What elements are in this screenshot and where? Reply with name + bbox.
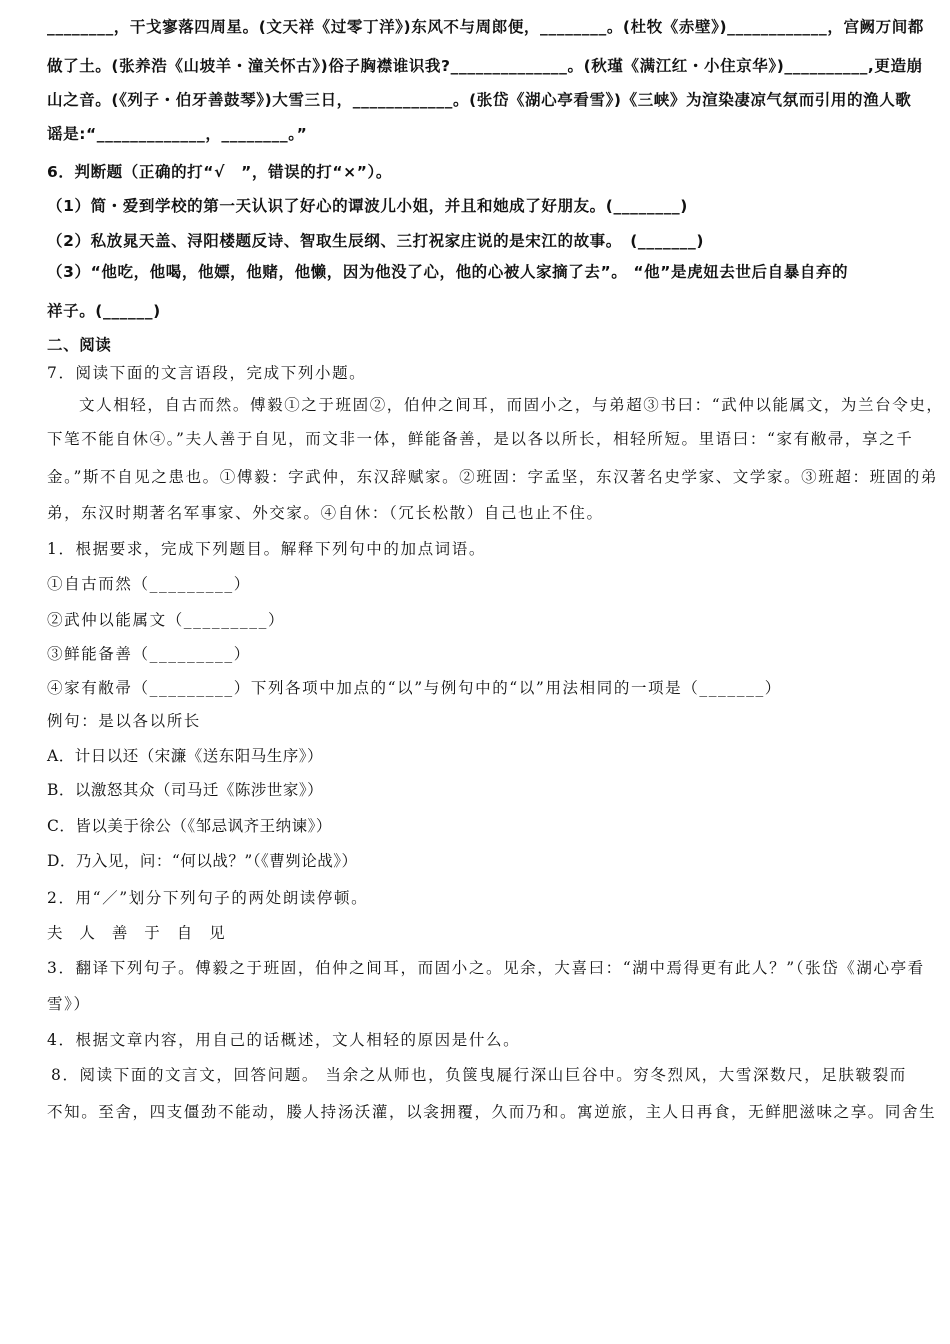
example-sentence: 例句：是以各以所长 <box>47 712 201 730</box>
explain-item-1: ①自古而然（_________） <box>47 575 251 593</box>
question-7-title: 7．阅读下面的文言语段，完成下列小题。 <box>47 364 367 382</box>
judge-item-2: （2）私放晁天盖、浔阳楼题反诗、智取生辰纲、三打祝家庄说的是宋江的故事。 (_______) <box>47 232 705 250</box>
explain-item-4: ④家有敝帚（_________）下列各项中加点的“以”与例句中的“以”用法相同的一项是（_______） <box>47 679 782 697</box>
option-c: C．皆以美于徐公（《邹忌讽齐王纳谏》） <box>47 817 332 835</box>
explain-item-2: ②武仲以能属文（_________） <box>47 611 286 629</box>
option-a: A．计日以还（宋濂《送东阳马生序》） <box>47 747 323 765</box>
option-b: B．以激怒其众（司马迁《陈涉世家》） <box>47 781 324 799</box>
subquestion-4: 4．根据文章内容，用自己的话概述，文人相轻的原因是什么。 <box>47 1031 521 1049</box>
question-8-line-1: 8．阅读下面的文言文，回答问题。 当余之从师也，负箧曳屣行深山巨谷中。穷冬烈风，大雪深数尺，足肤皲裂而 <box>51 1066 907 1084</box>
poem-fill-line-4: 谣是:“_____________，________。” <box>47 125 308 143</box>
section-reading-heading: 二、阅读 <box>47 336 112 354</box>
question-6-title: 6．判断题（正确的打“√ ”，错误的打“×”）。 <box>47 163 393 181</box>
poem-fill-line-2: 做了土。(张养浩《山坡羊・潼关怀古》)俗子胸襟谁识我?______________。(秋瑾《满江红・小住京华》)__________,更造崩 <box>47 57 923 75</box>
subquestion-3-cont: 雪》） <box>47 995 91 1013</box>
poem-fill-line-3: 山之音。(《列子・伯牙善鼓琴》)大雪三日，____________。(张岱《湖心亭看雪》)《三峡》为渲染凄凉气氛而引用的渔人歌 <box>47 91 912 109</box>
passage-line-2: 下笔不能自休④。”夫人善于自见，而文非一体，鲜能备善，是以各以所长，相轻所短。里语曰：“家有敝帚，享之千 <box>47 430 914 448</box>
pause-sentence: 夫 人 善 于 自 见 <box>47 924 231 942</box>
subquestion-2: 2．用“／”划分下列句子的两处朗读停顿。 <box>47 889 369 907</box>
passage-line-1: 文人相轻，自古而然。傅毅①之于班固②，伯仲之间耳，而固小之，与弟超③书曰：“武仲以能属文，为兰台令史， <box>79 396 944 414</box>
subquestion-3: 3．翻译下列句子。傅毅之于班固，伯仲之间耳，而固小之。见余，大喜曰：“湖中焉得更有此人？”（张岱《湖心亭看 <box>47 959 925 977</box>
judge-item-1: （1）简・爱到学校的第一天认识了好心的谭波儿小姐，并且和她成了好朋友。(________) <box>47 197 688 215</box>
option-d: D．乃入见，问：“何以战？”（《曹刿论战》） <box>47 852 358 870</box>
judge-item-3-cont: 祥子。(______) <box>47 302 161 320</box>
explain-item-3: ③鲜能备善（_________） <box>47 645 251 663</box>
passage-line-3: 金。”斯不自见之患也。①傅毅：字武仲，东汉辞赋家。②班固：字孟坚，东汉著名史学家、文学家。③班超：班固的弟 <box>47 468 938 486</box>
subquestion-1: 1．根据要求，完成下列题目。解释下列句中的加点词语。 <box>47 540 486 558</box>
question-8-line-2: 不知。至舍，四支僵劲不能动，媵人持汤沃灌，以衾拥覆，久而乃和。寓逆旅，主人日再食，无鲜肥滋味之享。同舍生 <box>47 1103 937 1121</box>
passage-line-4: 弟，东汉时期著名军事家、外交家。④自休：（冗长松散）自己也止不住。 <box>47 504 604 522</box>
poem-fill-line-1: ________，干戈寥落四周星。(文天祥《过零丁洋》)东风不与周郎便，________。(杜牧《赤壁》)____________，宫阙万间都 <box>47 18 924 36</box>
judge-item-3: （3）“他吃，他喝，他嫖，他赌，他懒，因为他没了心，他的心被人家摘了去”。 “他”是虎妞去世后自暴自弃的 <box>47 263 849 281</box>
